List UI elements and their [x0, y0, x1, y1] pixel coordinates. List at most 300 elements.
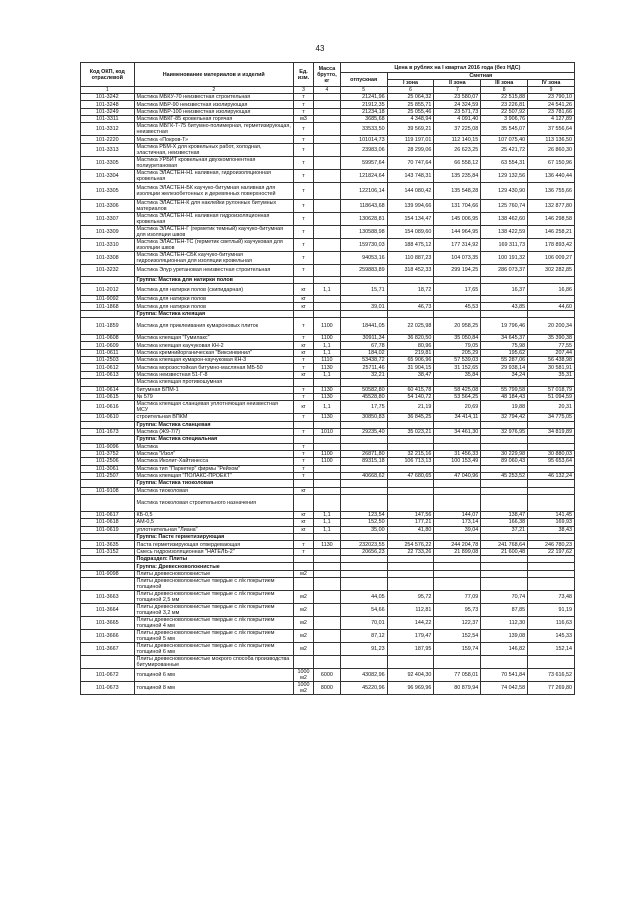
row-price-zone-3 — [481, 534, 528, 541]
row-price-zone-3: 166,38 — [481, 519, 528, 526]
row-price-zone-4 — [528, 310, 575, 317]
row-name: Мастика ЭЛАСТЕН-СБК каучуко-битумная гидроизоляционная для изоляции кровельная — [134, 251, 293, 264]
row-price-zone-4: 23 790,10 — [528, 94, 575, 101]
row-price-zone-3 — [481, 563, 528, 570]
row-code: 101-2506 — [81, 458, 135, 465]
table-row — [81, 511, 575, 518]
row-price-zone-1: 188 475,12 — [387, 238, 434, 251]
row-name: Мастика неизвестная 51-Г-8 — [134, 371, 293, 378]
row-price-zone-3: 32 976,95 — [481, 428, 528, 435]
table-row — [81, 458, 575, 465]
row-name: Мастика МБР-100 неизвестная изолирующая — [134, 108, 293, 115]
row-name: Мастика клеящая "ПОЛАКС-ПРОЕКТ" — [134, 472, 293, 479]
row-price-zone-4: 30 581,91 — [528, 364, 575, 371]
column-number: 7 — [434, 87, 481, 94]
table-row — [81, 264, 575, 276]
row-code — [81, 276, 135, 283]
row-price-zone-2: 100 153,49 — [434, 458, 481, 465]
row-price-zone-1: 28 299,06 — [387, 143, 434, 156]
row-price-zone-2: 104 073,35 — [434, 251, 481, 264]
row-mass — [314, 421, 341, 428]
row-unit: т — [293, 225, 313, 238]
row-unit — [293, 494, 313, 511]
header-zone-3: III зона — [481, 80, 528, 87]
row-price-zone-1: 36 820,50 — [387, 335, 434, 342]
row-code: 101-0618 — [81, 519, 135, 526]
row-price-wholesale — [340, 534, 387, 541]
row-code: 101-3665 — [81, 617, 135, 630]
row-price-zone-1: 95,72 — [387, 591, 434, 604]
row-unit: т — [293, 199, 313, 212]
row-price-zone-3 — [481, 296, 528, 303]
row-mass — [314, 108, 341, 115]
row-price-wholesale — [340, 656, 387, 669]
row-mass — [314, 238, 341, 251]
row-price-wholesale: 87,12 — [340, 630, 387, 643]
row-price-zone-3: 43,85 — [481, 303, 528, 310]
row-name: Подраздел: Плиты — [134, 556, 293, 563]
row-code: 101-3664 — [81, 604, 135, 617]
row-price-zone-1: 4 348,94 — [387, 116, 434, 123]
row-price-zone-4: 44,60 — [528, 303, 575, 310]
row-price-wholesale — [340, 436, 387, 443]
row-price-zone-4: 302 282,85 — [528, 264, 575, 276]
row-price-zone-2 — [434, 443, 481, 450]
row-unit: т — [293, 108, 313, 115]
row-code: 101-3313 — [81, 143, 135, 156]
row-price-zone-2 — [434, 656, 481, 669]
row-name: Мастика РБМ-Х для кровельных работ, холодная, эластичная, неизвестная — [134, 143, 293, 156]
row-price-wholesale: 54,66 — [340, 604, 387, 617]
row-price-zone-3 — [481, 487, 528, 494]
row-price-wholesale: 15,71 — [340, 284, 387, 296]
row-code — [81, 656, 135, 669]
row-price-zone-1: 92 404,30 — [387, 669, 434, 682]
row-price-zone-3: 21 600,48 — [481, 548, 528, 555]
row-code — [81, 494, 135, 511]
row-unit: кг — [293, 511, 313, 518]
row-code: 101-1868 — [81, 303, 135, 310]
table-row — [81, 94, 575, 101]
header-zone-2: II зона — [434, 80, 481, 87]
column-number: 6 — [387, 87, 434, 94]
row-name: Мастика «Покров-Т» — [134, 136, 293, 143]
row-price-zone-1: 46,73 — [387, 303, 434, 310]
row-code: 101-1859 — [81, 318, 135, 335]
row-price-wholesale: 123,54 — [340, 511, 387, 518]
row-price-zone-2 — [434, 436, 481, 443]
row-price-zone-1 — [387, 480, 434, 487]
row-mass — [314, 136, 341, 143]
row-price-zone-4: 73,48 — [528, 591, 575, 604]
row-code — [81, 310, 135, 317]
row-price-zone-2: 35,84 — [434, 371, 481, 378]
row-price-wholesale: 121824,64 — [340, 169, 387, 182]
row-price-zone-2: 144 964,95 — [434, 225, 481, 238]
row-code: 101-3308 — [81, 251, 135, 264]
row-price-wholesale: 259883,89 — [340, 264, 387, 276]
row-price-zone-4 — [528, 379, 575, 386]
row-price-zone-1: 31 904,15 — [387, 364, 434, 371]
table-row — [81, 296, 575, 303]
row-price-wholesale — [340, 296, 387, 303]
row-code: 101-2012 — [81, 284, 135, 296]
row-price-zone-2: 57 539,03 — [434, 357, 481, 364]
row-price-zone-2: 95,73 — [434, 604, 481, 617]
row-name: Группа: Древесноволокнистые — [134, 563, 293, 570]
row-price-zone-4 — [528, 465, 575, 472]
row-price-wholesale: 40668,62 — [340, 472, 387, 479]
row-unit: кг — [293, 303, 313, 310]
row-price-zone-1: 80,96 — [387, 342, 434, 349]
row-unit: т — [293, 335, 313, 342]
row-unit: т — [293, 123, 313, 136]
row-unit: м2 — [293, 570, 313, 577]
row-price-zone-4: 145,33 — [528, 630, 575, 643]
row-mass — [314, 617, 341, 630]
row-mass — [314, 156, 341, 169]
table-row — [81, 342, 575, 349]
row-code: 101-3752 — [81, 450, 135, 457]
table-row — [81, 443, 575, 450]
row-price-zone-3: 129 430,90 — [481, 182, 528, 199]
row-price-zone-3: 55 287,06 — [481, 357, 528, 364]
table-row — [81, 428, 575, 435]
row-name: Мастика Элур уретановая неизвестная строительная — [134, 264, 293, 276]
row-price-zone-1: 219,81 — [387, 349, 434, 356]
table-row — [81, 519, 575, 526]
row-price-wholesale: 152,50 — [340, 519, 387, 526]
row-code: 101-0617 — [81, 511, 135, 518]
table-row — [81, 617, 575, 630]
row-code — [81, 379, 135, 386]
row-price-zone-3 — [481, 556, 528, 563]
row-mass — [314, 436, 341, 443]
row-price-zone-3: 55 799,58 — [481, 386, 528, 393]
row-code: 101-2220 — [81, 136, 135, 143]
row-mass: 1100 — [314, 450, 341, 457]
row-name: № 579 — [134, 393, 293, 400]
row-price-zone-4: 113 136,50 — [528, 136, 575, 143]
row-unit: т — [293, 212, 313, 225]
row-mass — [314, 534, 341, 541]
row-mass — [314, 94, 341, 101]
row-unit: т — [293, 414, 313, 421]
row-price-wholesale — [340, 578, 387, 591]
table-row — [81, 108, 575, 115]
row-price-zone-1: 147,56 — [387, 511, 434, 518]
row-price-zone-4: 146 298,58 — [528, 212, 575, 225]
header-estimate: Сметная — [387, 73, 574, 80]
row-price-zone-1 — [387, 276, 434, 283]
row-unit: т — [293, 101, 313, 108]
row-name: Группа: Мастика сланцевая — [134, 421, 293, 428]
row-price-zone-1: 106 713,13 — [387, 458, 434, 465]
row-name: Плиты древесноволокнистые твердые с л/к покрытием толщиной 5 мм — [134, 630, 293, 643]
table-row — [81, 335, 575, 342]
row-code: 101-0613 — [81, 371, 135, 378]
row-price-zone-4 — [528, 296, 575, 303]
row-mass — [314, 264, 341, 276]
row-mass — [314, 578, 341, 591]
header-code: Код ОКП, код отраслевой — [81, 63, 135, 87]
row-price-zone-2: 135 235,84 — [434, 169, 481, 182]
row-price-zone-3: 241 768,64 — [481, 541, 528, 548]
header-name: Наименование материалов и изделий — [134, 63, 293, 87]
row-price-wholesale: 184,02 — [340, 349, 387, 356]
row-code: 101-0615 — [81, 393, 135, 400]
row-code: 101-3152 — [81, 548, 135, 555]
table-row — [81, 123, 575, 136]
row-unit: т — [293, 238, 313, 251]
row-price-zone-1: 47 680,65 — [387, 472, 434, 479]
row-price-zone-1 — [387, 487, 434, 494]
row-price-wholesale — [340, 570, 387, 577]
row-mass — [314, 199, 341, 212]
row-price-zone-2: 66 558,12 — [434, 156, 481, 169]
row-price-zone-1: 187,95 — [387, 643, 434, 656]
row-price-zone-4 — [528, 563, 575, 570]
row-price-zone-4 — [528, 656, 575, 669]
table-row — [81, 182, 575, 199]
row-mass — [314, 143, 341, 156]
row-mass — [314, 643, 341, 656]
row-price-zone-3: 22 515,88 — [481, 94, 528, 101]
group-header-row — [81, 421, 575, 428]
row-code: 101-9096 — [81, 443, 135, 450]
table-row — [81, 393, 575, 400]
row-price-zone-3: 107 075,40 — [481, 136, 528, 143]
row-unit: т — [293, 548, 313, 555]
row-price-wholesale: 70,01 — [340, 617, 387, 630]
row-mass: 1,1 — [314, 284, 341, 296]
row-name: битумная БПМ-1 — [134, 386, 293, 393]
row-mass — [314, 169, 341, 182]
row-price-zone-4: 46 132,24 — [528, 472, 575, 479]
row-mass: 1130 — [314, 541, 341, 548]
row-price-wholesale: 50582,80 — [340, 386, 387, 393]
row-price-zone-4: 34 775,05 — [528, 414, 575, 421]
row-price-zone-2: 77 058,01 — [434, 669, 481, 682]
row-name: АМ-0,5 — [134, 519, 293, 526]
row-price-wholesale: 130628,81 — [340, 212, 387, 225]
row-name: Паста герметизирующая отвердевающая — [134, 541, 293, 548]
row-name: Мастика для натирки полов — [134, 303, 293, 310]
row-unit — [293, 421, 313, 428]
row-price-wholesale: 21241,96 — [340, 94, 387, 101]
row-price-zone-2: 34 414,11 — [434, 414, 481, 421]
row-price-zone-4: 207,44 — [528, 349, 575, 356]
row-price-zone-2: 23 580,07 — [434, 94, 481, 101]
row-code: 101-0608 — [81, 335, 135, 342]
group-header-row — [81, 563, 575, 570]
row-name: Мастика клеящая каучуковая КН-2 — [134, 342, 293, 349]
header-zone-4: IV зона — [528, 80, 575, 87]
row-code: 101-3310 — [81, 238, 135, 251]
row-price-zone-3: 23 226,81 — [481, 101, 528, 108]
row-code — [81, 534, 135, 541]
row-price-zone-3 — [481, 310, 528, 317]
table-row — [81, 386, 575, 393]
row-unit — [293, 563, 313, 570]
row-price-zone-4: 132 877,80 — [528, 199, 575, 212]
row-price-wholesale: 44,05 — [340, 591, 387, 604]
row-name: Группа: Мастика для натирки полов — [134, 276, 293, 283]
column-number: 9 — [528, 87, 575, 94]
row-unit: т — [293, 143, 313, 156]
row-mass — [314, 443, 341, 450]
table-row — [81, 101, 575, 108]
row-price-zone-2: 47 040,96 — [434, 472, 481, 479]
row-unit: т — [293, 472, 313, 479]
row-price-zone-3: 87,85 — [481, 604, 528, 617]
row-price-zone-2: 80 879,94 — [434, 682, 481, 695]
row-name: Мастика клеящая противошумная — [134, 379, 293, 386]
row-code — [81, 578, 135, 591]
row-price-zone-3: 19,88 — [481, 401, 528, 414]
table-row — [81, 414, 575, 421]
row-name: уплотнительная "Лиана" — [134, 526, 293, 533]
row-price-zone-2: 26 623,25 — [434, 143, 481, 156]
column-number: 4 — [314, 87, 341, 94]
row-price-zone-4: 20 200,34 — [528, 318, 575, 335]
row-price-zone-4: 95 653,64 — [528, 458, 575, 465]
row-name: Мастика — [134, 443, 293, 450]
row-price-wholesale: 118643,68 — [340, 199, 387, 212]
row-price-zone-3: 32 794,42 — [481, 414, 528, 421]
row-price-wholesale: 53438,72 — [340, 357, 387, 364]
row-price-zone-3 — [481, 465, 528, 472]
row-code: 101-0611 — [81, 349, 135, 356]
row-price-zone-2: 79,05 — [434, 342, 481, 349]
row-price-zone-4: 51 094,59 — [528, 393, 575, 400]
table-row — [81, 212, 575, 225]
row-unit: т — [293, 169, 313, 182]
row-price-zone-1 — [387, 443, 434, 450]
group-header-row — [81, 276, 575, 283]
row-price-zone-2: 159,74 — [434, 643, 481, 656]
row-price-zone-1 — [387, 563, 434, 570]
row-price-zone-2: 152,54 — [434, 630, 481, 643]
row-price-zone-4: 146 258,21 — [528, 225, 575, 238]
table-row — [81, 669, 575, 682]
table-body — [81, 94, 575, 695]
row-mass — [314, 563, 341, 570]
row-price-zone-4: 152,14 — [528, 643, 575, 656]
row-name: Мастика для натирки полов (скипидарная) — [134, 284, 293, 296]
row-price-wholesale — [340, 563, 387, 570]
row-unit: т — [293, 541, 313, 548]
row-price-zone-2: 244 204,78 — [434, 541, 481, 548]
row-price-wholesale: 32,21 — [340, 371, 387, 378]
row-code — [81, 436, 135, 443]
row-price-zone-1: 65 906,96 — [387, 357, 434, 364]
row-code: 101-3311 — [81, 116, 135, 123]
row-price-wholesale: 25711,46 — [340, 364, 387, 371]
table-row — [81, 199, 575, 212]
row-unit: м2 — [293, 630, 313, 643]
row-mass: 1010 — [314, 428, 341, 435]
row-unit — [293, 480, 313, 487]
row-price-zone-4: 23 781,66 — [528, 108, 575, 115]
row-mass — [314, 225, 341, 238]
table-row — [81, 494, 575, 511]
row-price-wholesale: 45528,80 — [340, 393, 387, 400]
row-unit — [293, 276, 313, 283]
row-code: 101-2503 — [81, 357, 135, 364]
row-unit: м2 — [293, 617, 313, 630]
row-mass — [314, 604, 341, 617]
row-price-zone-4 — [528, 480, 575, 487]
row-price-zone-2: 39,04 — [434, 526, 481, 533]
row-price-zone-3: 16,37 — [481, 284, 528, 296]
row-name: Мастика тиоколовая строительного назначения — [134, 494, 293, 511]
table-row — [81, 682, 575, 695]
row-price-wholesale: 21234,18 — [340, 108, 387, 115]
row-price-zone-1: 144 080,42 — [387, 182, 434, 199]
row-price-zone-4: 136 755,66 — [528, 182, 575, 199]
row-price-zone-1: 32 215,16 — [387, 450, 434, 457]
row-code: 101-3666 — [81, 630, 135, 643]
row-name: Смесь гидроизоляционная "НАТЕЛЬ-2" — [134, 548, 293, 555]
row-unit: кг — [293, 401, 313, 414]
table-row — [81, 591, 575, 604]
row-price-zone-1: 25 855,71 — [387, 101, 434, 108]
row-price-zone-2 — [434, 534, 481, 541]
row-unit — [293, 656, 313, 669]
row-code: 101-9108 — [81, 487, 135, 494]
row-price-wholesale — [340, 443, 387, 450]
row-code: 101-3305 — [81, 182, 135, 199]
table-row — [81, 364, 575, 371]
row-price-zone-3: 3 906,76 — [481, 116, 528, 123]
row-price-zone-4: 34 819,89 — [528, 428, 575, 435]
row-price-wholesale: 59957,64 — [340, 156, 387, 169]
row-price-zone-4: 30 880,03 — [528, 450, 575, 457]
group-header-row — [81, 436, 575, 443]
row-price-wholesale: 67,78 — [340, 342, 387, 349]
row-name: Мастика (Ж9-7/7) — [134, 428, 293, 435]
row-name: Плиты древесноволокнистые твердые с л/к покрытием толщиной 6 мм — [134, 643, 293, 656]
row-name: Мастика клеящая кумарон-каучуковая КН-3 — [134, 357, 293, 364]
table-row — [81, 643, 575, 656]
row-price-wholesale — [340, 487, 387, 494]
row-price-zone-4: 35,31 — [528, 371, 575, 378]
row-price-wholesale: 18441,05 — [340, 318, 387, 335]
row-price-wholesale: 17,75 — [340, 401, 387, 414]
row-name: Группа: Мастика клеящая — [134, 310, 293, 317]
row-unit: т — [293, 443, 313, 450]
row-mass — [314, 472, 341, 479]
row-price-zone-2: 53 564,25 — [434, 393, 481, 400]
row-mass — [314, 494, 341, 511]
row-price-zone-3 — [481, 276, 528, 283]
row-name: Мастика ЭЛАСТЕН-БК каучуко-битумная наливная для изоляции железобетонных и деревянных поверхностей — [134, 182, 293, 199]
row-name: Плиты древесноволокнистые — [134, 570, 293, 577]
row-unit: кг — [293, 284, 313, 296]
row-price-zone-1 — [387, 465, 434, 472]
row-price-zone-4: 16,86 — [528, 284, 575, 296]
row-code: 101-1673 — [81, 428, 135, 435]
row-name: Плиты древесноволокнистые твердые с л/к покрытием толщиной 4 мм — [134, 617, 293, 630]
row-name: Мастика ЭЛАСТЕН-Н1 наливная, гидроизоляционная кровельная — [134, 169, 293, 182]
row-mass: 8000 — [314, 682, 341, 695]
row-code — [81, 421, 135, 428]
row-unit: м3 — [293, 116, 313, 123]
table-row — [81, 251, 575, 264]
row-price-zone-2: 131 704,66 — [434, 199, 481, 212]
row-mass: 1100 — [314, 335, 341, 342]
